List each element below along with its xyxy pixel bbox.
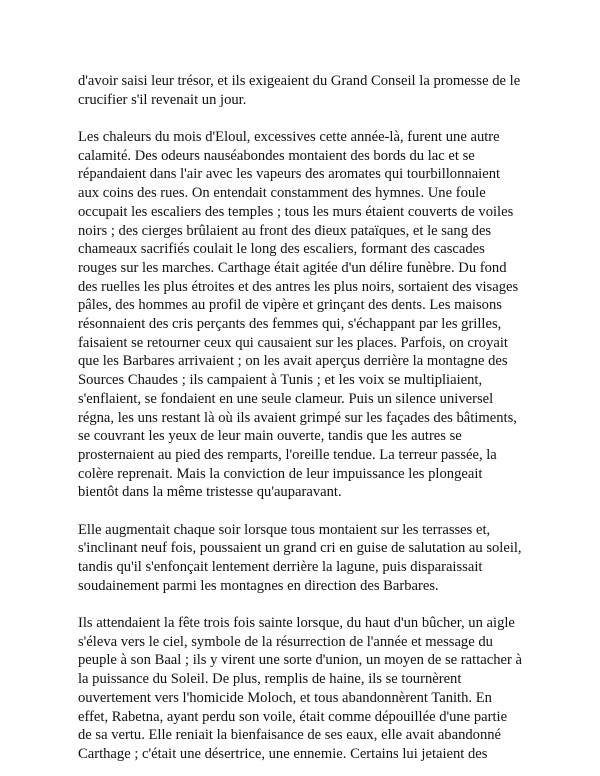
- text-line: régna, les uns restant là où ils avaient grimpé sur les façades des bâtiments,: [78, 409, 517, 426]
- text-line: rouges sur les marches. Carthage était agitée d'un délire funèbre. Du fond: [78, 259, 507, 276]
- text-line: occupait les escaliers des temples ; tous les murs étaient couverts de voiles: [78, 203, 514, 220]
- document-body: [78, 72, 528, 764]
- paragraph: [78, 614, 528, 764]
- text-line: aux coins des rues. On entendait constamment des hymnes. Une foule: [78, 185, 486, 202]
- paragraph: [78, 128, 528, 502]
- text-line: soudainement parmi les montagnes en direction des Barbares.: [78, 577, 439, 594]
- text-line: des ruelles les plus étroites et des antres les plus noirs, sortaient des visages: [78, 278, 519, 295]
- text-line: s'inclinant neuf fois, poussaient un grand cri en guise de salutation au soleil,: [78, 540, 522, 557]
- text-line: de sa vertu. Elle reniait la bienfaisance de ses eaux, elle avait abandonné: [78, 727, 502, 744]
- text-line: colère reprenait. Mais la conviction de leur impuissance les plongeait: [78, 465, 483, 482]
- text-line: se couvrant les yeux de leur main ouverte, tandis que les autres se: [78, 428, 462, 445]
- text-line: crucifier s'il revenait un jour.: [78, 91, 247, 108]
- text-line: prosternaient au pied des remparts, l'oreille tendue. La terreur passée, la: [78, 446, 497, 463]
- text-line: noirs ; des cierges brûlaient au front des dieux pataïques, et le sang des: [78, 222, 492, 239]
- text-line: calamité. Des odeurs nauséabondes montaient des bords du lac et se: [78, 147, 475, 164]
- text-line: Elle augmentait chaque soir lorsque tous montaient sur les terrasses et,: [78, 521, 491, 538]
- paragraph: [78, 72, 528, 109]
- text-line: Les chaleurs du mois d'Eloul, excessives cette année-là, furent une autre: [78, 129, 500, 145]
- text-line: pâles, des hommes au profil de vipère et grinçant des dents. Les maisons: [78, 297, 502, 314]
- text-line: Ils attendaient la fête trois fois sainte lorsque, du haut d'un bûcher, un aigle: [78, 615, 515, 632]
- text-line: ouvertement vers l'homicide Moloch, et tous abandonnèrent Tanith. En: [78, 689, 492, 706]
- text-line: d'avoir saisi leur trésor, et ils exigeaient du Grand Conseil la promesse de le: [78, 73, 521, 89]
- text-line: bientôt dans la même tristesse qu'auparavant.: [78, 484, 342, 501]
- text-line: s'enflaient, se fondaient en une seule clameur. Puis un silence universel: [78, 390, 494, 407]
- text-line: effet, Rabetna, ayant perdu son voile, était comme dépouillée d'une partie: [78, 708, 508, 725]
- paragraph: [78, 521, 528, 596]
- text-line: s'éleva vers le ciel, symbole de la résurrection de l'année et message du: [78, 633, 493, 650]
- text-line: la puissance du Soleil. De plus, remplis de haine, ils se tournèrent: [78, 671, 462, 688]
- text-line: que les Barbares arrivaient ; on les avait aperçus derrière la montagne des: [78, 353, 508, 370]
- text-line: tandis qu'il s'enfonçait lentement derrière la lagune, puis disparaissait: [78, 559, 483, 576]
- text-line: peuple à son Baal ; ils y virent une sorte d'union, un moyen de se rattacher à: [78, 652, 522, 669]
- text-line: répandaient dans l'air avec les vapeurs des aromates qui tourbillonnaient: [78, 166, 501, 183]
- text-line: faisaient se retourner ceux qui causaient sur les places. Parfois, on croyait: [78, 334, 508, 351]
- text-line: chameaux sacrifiés coulait le long des escaliers, formant des cascades: [78, 241, 485, 258]
- text-line: Carthage ; c'était une désertrice, une ennemie. Certains lui jetaient des: [78, 745, 488, 762]
- text-line: résonnaient des cris perçants des femmes qui, s'échappant par les grilles,: [78, 316, 502, 333]
- text-line: Sources Chaudes ; ils campaient à Tunis ; et les voix se multipliaient,: [78, 372, 483, 389]
